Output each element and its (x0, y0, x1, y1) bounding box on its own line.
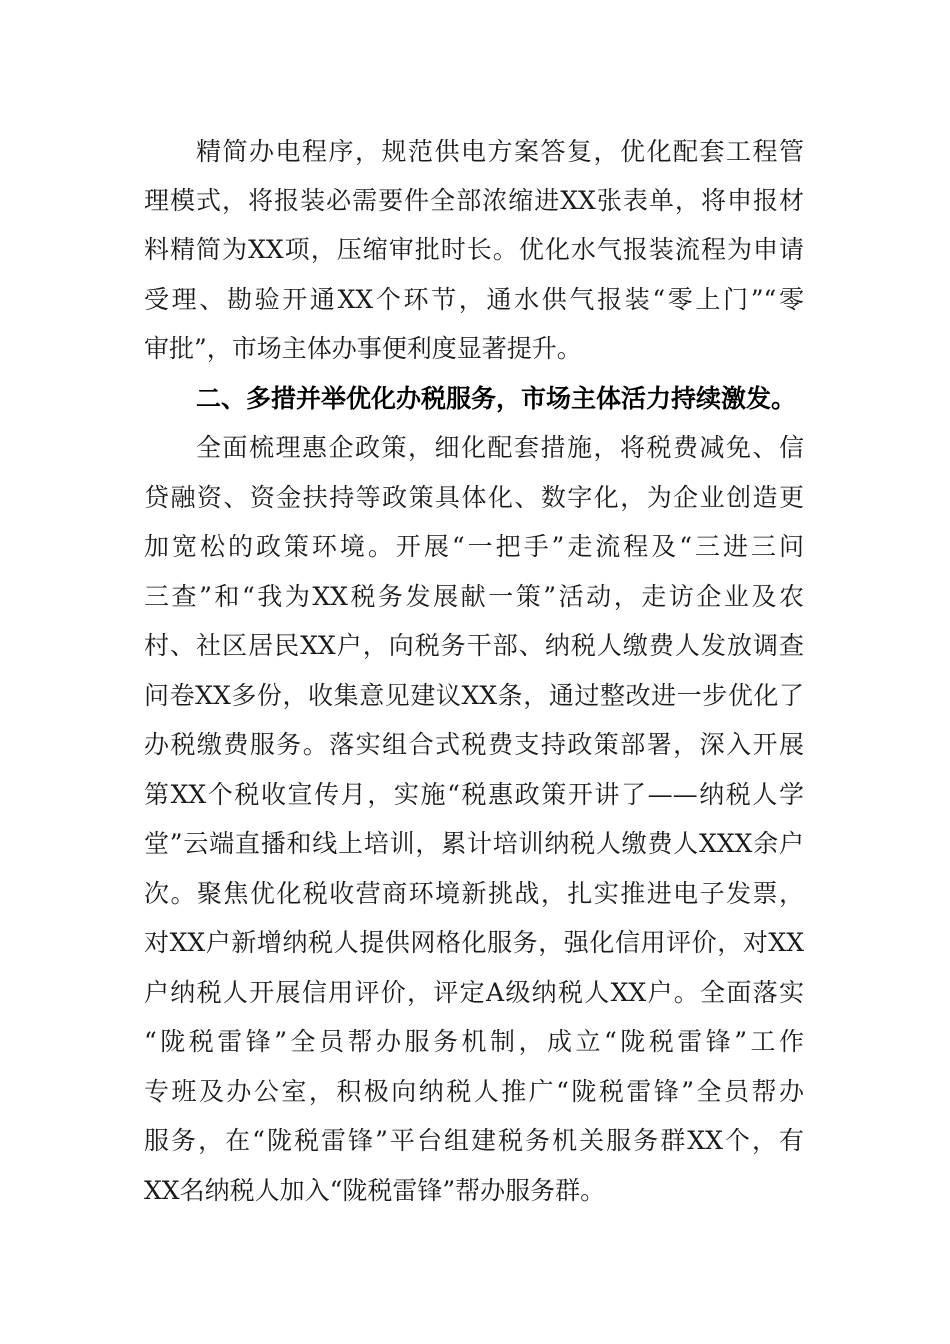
paragraph-2-line-1: 全面梳理惠企政策，细化配套措施，将税费减免、信 (196, 433, 804, 462)
paragraph-2-line-8: 第XX个税收宣传月，实施“税惠政策开讲了——纳税人学 (144, 780, 804, 809)
paragraph-2-line-15: 服务，在“陇税雷锋”平台组建税务机关服务群XX个，有 (144, 1126, 804, 1155)
paragraph-1-line-5: 审批”，市场主体办事便利度显著提升。 (144, 334, 582, 363)
paragraph-1-line-3: 料精简为XX项，压缩审批时长。优化水气报装流程为申请 (144, 235, 804, 264)
paragraph-2-line-11: 对XX户新增纳税人提供网格化服务，强化信用评价，对XX (144, 928, 804, 957)
paragraph-2-line-7: 办税缴费服务。落实组合式税费支持政策部署，深入开展 (144, 730, 804, 759)
paragraph-1-line-1: 精简办电程序，规范供电方案答复，优化配套工程管 (196, 137, 804, 166)
paragraph-2-line-3: 加宽松的政策环境。开展“一把手”走流程及“三进三问 (144, 532, 804, 561)
paragraph-1-line-4: 受理、勘验开通XX个环节，通水供气报装“零上门”“零 (144, 285, 804, 314)
paragraph-2-line-10: 次。聚焦优化税收营商环境新挑战，扎实推进电子发票， (144, 879, 804, 908)
section-heading-2: 二、多措并举优化办税服务，市场主体活力持续激发。 (196, 384, 797, 413)
paragraph-2-line-4: 三查”和“我为XX税务发展献一策”活动，走访企业及农 (144, 582, 804, 611)
paragraph-2-line-12: 户纳税人开展信用评价，评定A级纳税人XX户。全面落实 (144, 978, 804, 1007)
paragraph-2-line-6: 问卷XX多份，收集意见建议XX条，通过整改进一步优化了 (144, 681, 804, 710)
paragraph-2-line-9: 堂”云端直播和线上培训，累计培训纳税人缴费人XXX余户 (144, 829, 804, 858)
paragraph-2-line-14: 专班及办公室，积极向纳税人推广“陇税雷锋”全员帮办 (144, 1077, 804, 1106)
paragraph-2-line-13: “陇税雷锋”全员帮办服务机制，成立“陇税雷锋”工作 (144, 1027, 804, 1056)
paragraph-2-line-5: 村、社区居民XX户，向税务干部、纳税人缴费人发放调查 (144, 631, 804, 660)
paragraph-2-line-2: 贷融资、资金扶持等政策具体化、数字化，为企业创造更 (144, 483, 804, 512)
paragraph-2-line-16: XX名纳税人加入“陇税雷锋”帮办服务群。 (144, 1176, 606, 1205)
paragraph-1-line-2: 理模式，将报装必需要件全部浓缩进XX张表单，将申报材 (144, 186, 804, 215)
